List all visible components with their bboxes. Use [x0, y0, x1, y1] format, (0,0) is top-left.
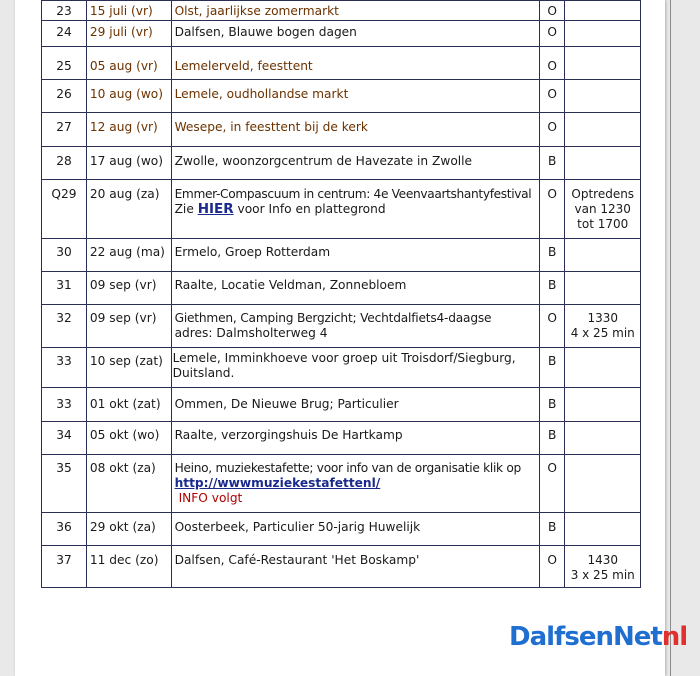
row-code: O [539, 305, 565, 348]
row-number: 26 [42, 80, 87, 113]
table-row [42, 272, 641, 305]
row-place-line2: adres: Dalmsholterweg 4 [174, 326, 328, 340]
row-date: 09 sep (vr) [86, 272, 171, 305]
row-date: 05 okt (wo) [86, 422, 171, 455]
row-link-line [175, 476, 536, 491]
row-code: O [539, 113, 565, 147]
row-number: 33 [42, 348, 87, 388]
table-row [42, 180, 641, 239]
table-row [42, 546, 641, 588]
row-note [565, 546, 641, 588]
muziekestafette-link[interactable]: http://wwwmuziekestafettenl/ [174, 476, 381, 490]
row-note [565, 47, 641, 80]
row-number: 28 [42, 147, 87, 180]
row-place: Wesepe, in feesttent bij de kerk [171, 113, 539, 147]
row-note [565, 455, 641, 513]
row-place: Giethmen, Camping Bergzicht; Vechtdalfiets4-daagse [174, 311, 492, 325]
row-place-post: voor Info en plattegrond [233, 202, 386, 216]
row-code: B [539, 388, 565, 422]
row-note [565, 422, 641, 455]
table-row [42, 388, 641, 422]
row-number: 23 [42, 1, 87, 21]
row-number: 36 [42, 513, 87, 546]
row-place: Ommen, De Nieuwe Brug; Particulier [171, 388, 539, 422]
row-code: O [539, 455, 565, 513]
row-note [565, 388, 641, 422]
row-number: 24 [42, 21, 87, 47]
row-place: Raalte, Locatie Veldman, Zonnebloem [171, 272, 539, 305]
row-number: 33 [42, 388, 87, 422]
row-place: Dalfsen, Café-Restaurant 'Het Boskamp' [171, 546, 539, 588]
row-number: 32 [42, 305, 87, 348]
row-code: O [539, 80, 565, 113]
row-place-cell [171, 180, 539, 239]
row-date: 08 okt (za) [86, 455, 171, 513]
row-date: 12 aug (vr) [86, 113, 171, 147]
row-place: Lemelerveld, feesttent [171, 47, 539, 80]
watermark-part1: DalfsenNet [509, 622, 662, 652]
row-place: Raalte, verzorgingshuis De Hartkamp [171, 422, 539, 455]
row-code: B [539, 239, 565, 272]
table-row [42, 348, 641, 388]
row-code: B [539, 147, 565, 180]
table-row [42, 113, 641, 147]
row-place-line2: Duitsland. [172, 366, 235, 380]
dalfsennet-watermark [509, 622, 687, 652]
row-note [565, 113, 641, 147]
row-place: Lemele, oudhollandse markt [171, 80, 539, 113]
row-number: 34 [42, 422, 87, 455]
row-number: 27 [42, 113, 87, 147]
schedule-table [41, 0, 641, 588]
row-place: Dalfsen, Blauwe bogen dagen [171, 21, 539, 47]
row-place-pre: Zie [174, 202, 198, 216]
note-line: 3 x 25 min [570, 568, 635, 582]
info-volgt: INFO volgt [178, 491, 243, 505]
row-note [565, 21, 641, 47]
row-date: 20 aug (za) [86, 180, 171, 239]
row-date: 05 aug (vr) [86, 47, 171, 80]
row-number: Q29 [42, 180, 87, 239]
row-date: 09 sep (vr) [86, 305, 171, 348]
row-code: B [539, 513, 565, 546]
table-row [42, 422, 641, 455]
row-date: 29 juli (vr) [86, 21, 171, 47]
row-code: O [539, 546, 565, 588]
row-note [565, 1, 641, 21]
note-line: 1330 [587, 311, 618, 325]
note-line: van 1230 [574, 202, 631, 216]
row-number: 31 [42, 272, 87, 305]
row-place: Olst, jaarlijkse zomermarkt [171, 1, 539, 21]
hier-link[interactable]: HIER [197, 201, 234, 217]
row-number: 30 [42, 239, 87, 272]
watermark-part2: nl [661, 622, 688, 652]
note-line: 4 x 25 min [570, 326, 635, 340]
row-note [565, 239, 641, 272]
row-note [565, 513, 641, 546]
table-row [42, 513, 641, 546]
table-row [42, 1, 641, 21]
row-note [565, 180, 641, 239]
row-place: Ermelo, Groep Rotterdam [171, 239, 539, 272]
row-code: B [539, 422, 565, 455]
row-date: 15 juli (vr) [86, 1, 171, 21]
row-date: 17 aug (wo) [86, 147, 171, 180]
table-row [42, 305, 641, 348]
row-place-line2 [175, 202, 536, 217]
row-note [565, 305, 641, 348]
row-date: 01 okt (zat) [86, 388, 171, 422]
note-line: 1430 [587, 553, 618, 567]
table-row [42, 455, 641, 513]
row-code: O [539, 180, 565, 239]
page-edge [670, 0, 671, 676]
row-note [565, 147, 641, 180]
row-note [565, 272, 641, 305]
note-line: Optredens [571, 187, 635, 201]
table-row [42, 239, 641, 272]
table-row [42, 80, 641, 113]
row-date: 10 sep (zat) [86, 348, 171, 388]
row-place-cell [171, 455, 539, 513]
row-place-cell [171, 348, 539, 388]
row-code: O [539, 47, 565, 80]
row-place: Zwolle, woonzorgcentrum de Havezate in Zwolle [171, 147, 539, 180]
row-code: O [539, 21, 565, 47]
row-code: O [539, 1, 565, 21]
row-note [565, 348, 641, 388]
row-place-cell [171, 305, 539, 348]
row-note [565, 80, 641, 113]
row-place: Lemele, Imminkhoeve voor groep uit Troisdorf/Siegburg, [172, 351, 516, 365]
row-number: 37 [42, 546, 87, 588]
row-date: 22 aug (ma) [86, 239, 171, 272]
row-place: Emmer-Compascuum in centrum: 4e Veenvaartshantyfestival [174, 187, 532, 201]
row-date: 29 okt (za) [86, 513, 171, 546]
row-number: 25 [42, 47, 87, 80]
table-row [42, 47, 641, 80]
row-number: 35 [42, 455, 87, 513]
table-row [42, 21, 641, 47]
row-date: 11 dec (zo) [86, 546, 171, 588]
note-line: tot 1700 [577, 217, 629, 231]
row-code: B [539, 348, 565, 388]
row-place: Oosterbeek, Particulier 50-jarig Huwelijk [171, 513, 539, 546]
row-place: Heino, muziekestafette; voor info van de organisatie klik op [174, 461, 521, 475]
row-code: B [539, 272, 565, 305]
table-row [42, 147, 641, 180]
row-date: 10 aug (wo) [86, 80, 171, 113]
